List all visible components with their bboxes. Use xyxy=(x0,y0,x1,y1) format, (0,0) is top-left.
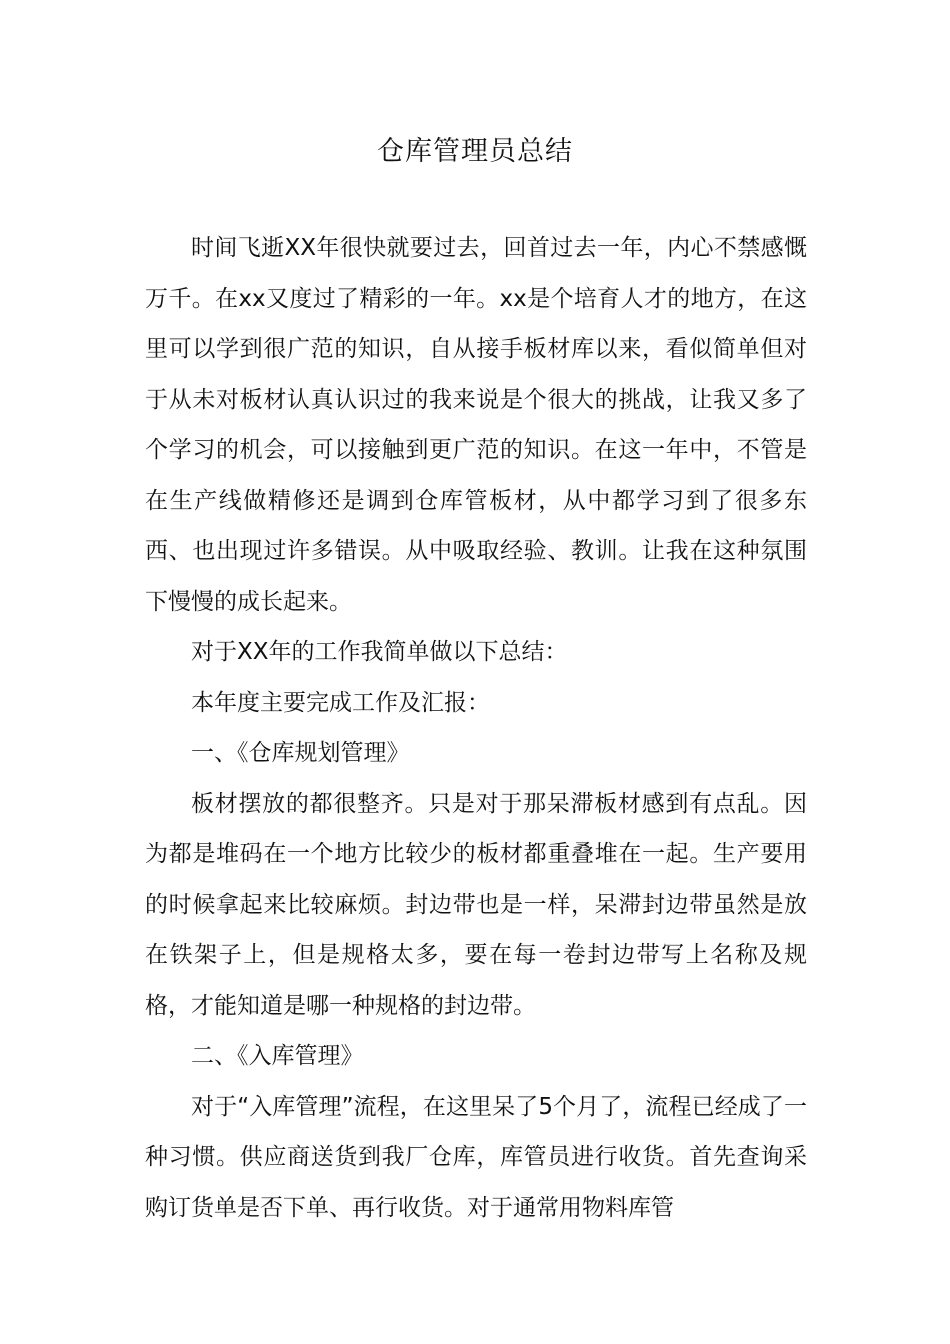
document-body xyxy=(145,223,807,1233)
section-heading-warehouse-planning: 一、《仓库规划管理》 xyxy=(191,740,410,766)
paragraph-report-lead: 本年度主要完成工作及汇报： xyxy=(191,689,490,716)
paragraph-summary-lead: 对于XX年的工作我简单做以下总结： xyxy=(191,639,568,665)
paragraph-warehouse-planning: 板材摆放的都很整齐。只是对于那呆滞板材感到有点乱。因为都是堆码在一个地方比较少的板材都重叠堆在一起。生产要用的时候拿起来比较麻烦。封边带也是一样，呆滞封边带虽然是放在铁架子上，但是规格太多，要在每一卷封边带写上名称及规格，才能知道是哪一种规格的封边带。 xyxy=(145,790,807,1019)
paragraph-inbound: 对于“入库管理”流程，在这里呆了5个月了，流程已经成了一种习惯。供应商送货到我厂仓库，库管员进行收货。首先查询采购订货单是否下单、再行收货。对于通常用物料库管 xyxy=(145,1093,807,1221)
section-heading-inbound: 二、《入库管理》 xyxy=(191,1043,364,1069)
paragraph-intro: 时间飞逝XX年很快就要过去，回首过去一年，内心不禁感慨万千。在xx又度过了精彩的一年。xx是个培育人才的地方，在这里可以学到很广范的知识，自从接手板材库以来，看似简单但对于从未对板材认真认识过的我来说是个很大的挑战，让我又多了个学习的机会，可以接触到更广范的知识。在这一年中，不管是在生产线做精修还是调到仓库管板材，从中都学习到了很多东西、也出现过许多错误。从中吸取经验、教训。让我在这种氛围下慢慢的成长起来。 xyxy=(145,235,807,615)
document-title: 仓库管理员总结 xyxy=(377,136,573,167)
